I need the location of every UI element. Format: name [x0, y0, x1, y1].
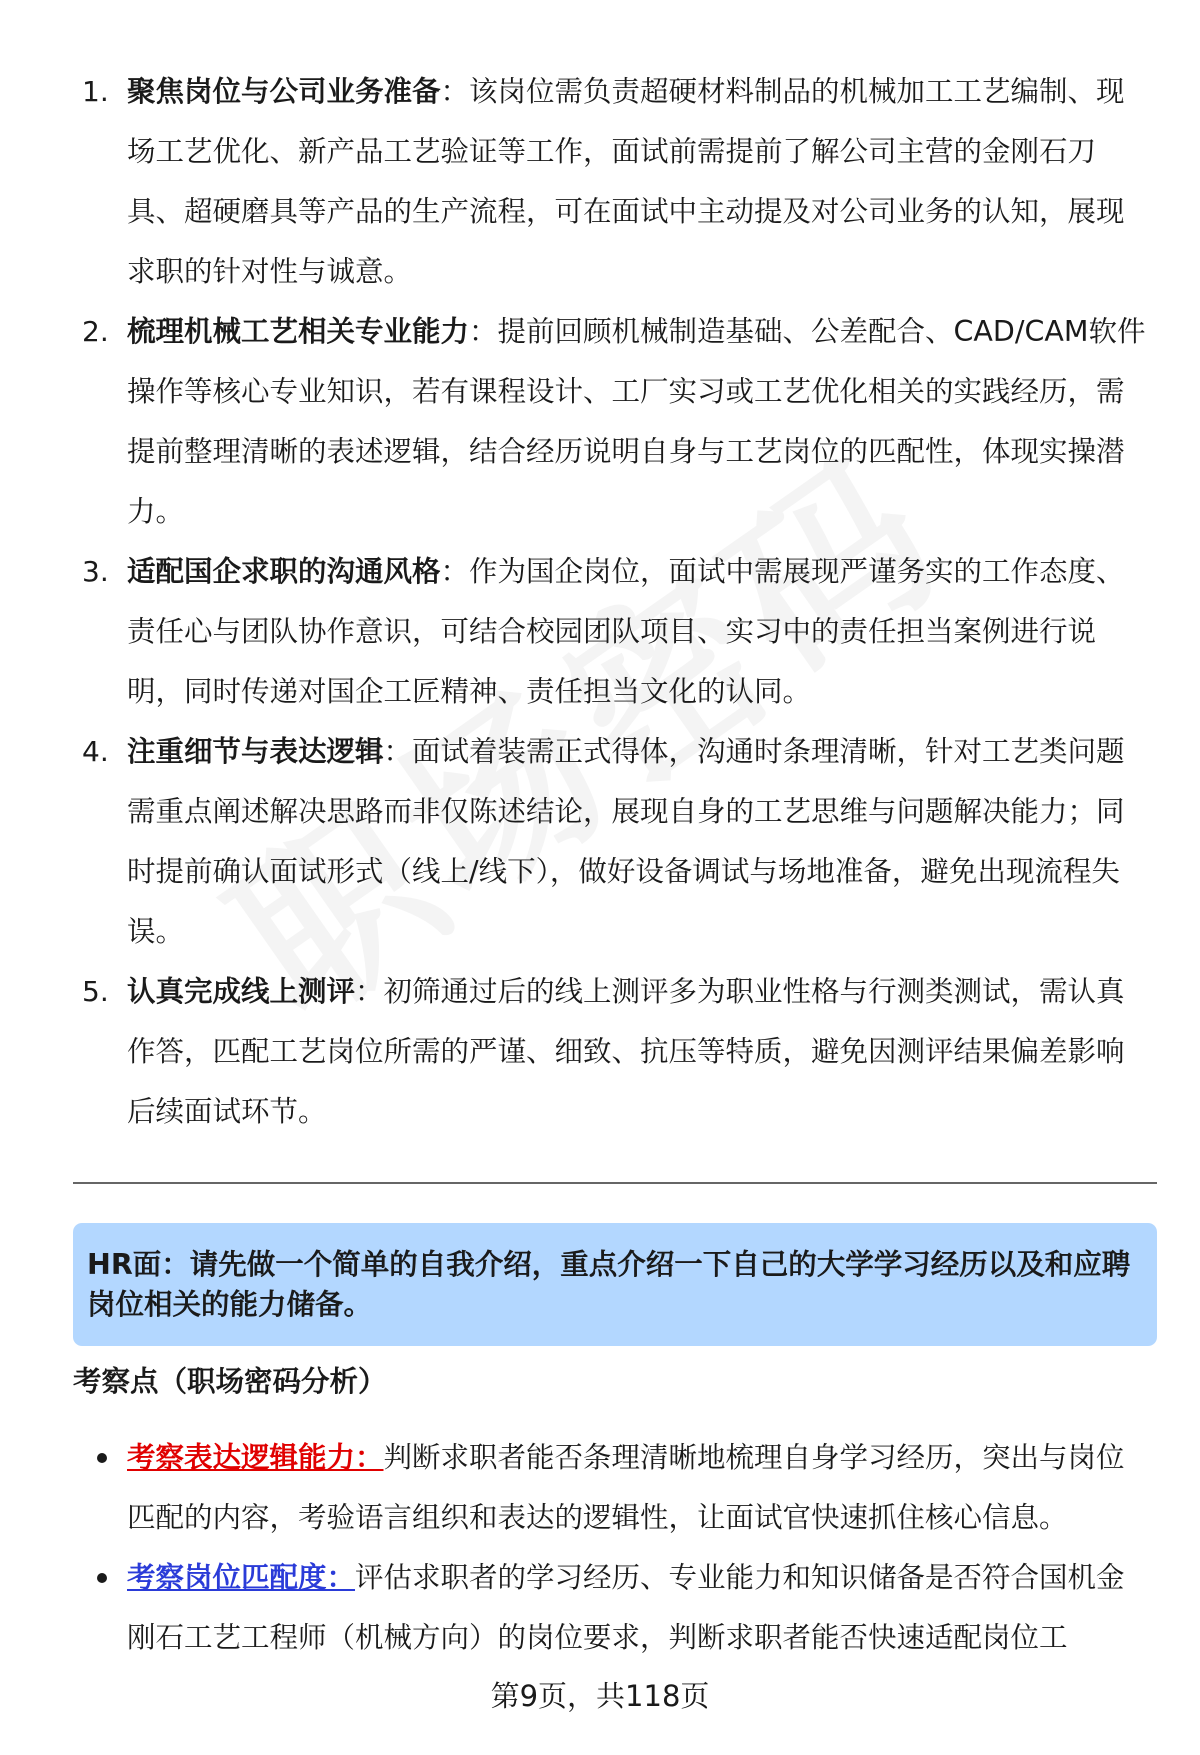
- tip-title: 聚焦岗位与公司业务准备: [127, 75, 441, 108]
- point-paragraph: [127, 1548, 1152, 1668]
- tip-item-4: [0, 722, 1200, 962]
- bullet-dot-icon: [97, 1453, 107, 1463]
- tip-item-3: [0, 542, 1200, 722]
- tip-item-1: [0, 62, 1200, 302]
- analysis-point-2: [0, 1548, 1200, 1668]
- analysis-heading: 考察点（职场密码分析）: [73, 1365, 387, 1398]
- point-paragraph: [127, 1428, 1152, 1548]
- tips-list: [0, 62, 1200, 1142]
- tip-item-2: [0, 302, 1200, 542]
- tip-paragraph: [127, 302, 1152, 542]
- tip-text: 该岗位需负责超硬材料制品的机械加工工艺编制、现场工艺优化、新产品工艺验证等工作，面试前需提前了解公司主营的金刚石刀具、超硬磨具等产品的生产流程，可在面试中主动提及对公司业务的认知，展现求职的针对性与诚意。: [127, 75, 1125, 288]
- tip-item-5: [0, 962, 1200, 1142]
- tip-number: 5.: [82, 975, 109, 1008]
- page-footer: 第9页，共118页: [490, 1679, 710, 1713]
- tip-number: 1.: [82, 75, 109, 108]
- tip-number: 2.: [82, 315, 109, 348]
- tip-colon: ：: [440, 75, 470, 108]
- tip-colon: ：: [355, 975, 384, 1008]
- tip-paragraph: [127, 962, 1152, 1142]
- tip-paragraph: [127, 722, 1152, 962]
- tip-text: 作为国企岗位，面试中需展现严谨务实的工作态度、责任心与团队协作意识，可结合校园团队项目、实习中的责任担当案例进行说明，同时传递对国企工匠精神、责任担当文化的认同。: [127, 555, 1125, 708]
- point-text: 判断求职者能否条理清晰地梳理自身学习经历，突出与岗位匹配的内容，考验语言组织和表达的逻辑性，让面试官快速抓住核心信息。: [127, 1441, 1125, 1534]
- tip-number: 4.: [82, 735, 109, 768]
- tip-text: 初筛通过后的线上测评多为职业性格与行测类测试，需认真作答，匹配工艺岗位所需的严谨、细致、抗压等特质，避免因测评结果偏差影响后续面试环节。: [127, 975, 1125, 1128]
- tip-title: 认真完成线上测评: [127, 975, 356, 1008]
- point-keyword: 考察岗位匹配度：: [127, 1561, 356, 1594]
- tip-colon: ：: [440, 555, 470, 588]
- tip-number: 3.: [82, 555, 109, 588]
- point-keyword: 考察表达逻辑能力：: [127, 1441, 384, 1474]
- analysis-points-list: [0, 1428, 1200, 1668]
- interview-question: HR面：请先做一个简单的自我介绍，重点介绍一下自己的大学学习经历以及和应聘岗位相关的能力储备。: [87, 1248, 1131, 1321]
- analysis-point-1: [0, 1428, 1200, 1548]
- tip-text: 提前回顾机械制造基础、公差配合、CAD/CAM软件操作等核心专业知识，若有课程设计、工厂实习或工艺优化相关的实践经历，需提前整理清晰的表述逻辑，结合经历说明自身与工艺岗位的匹配性，体现实操潜力。: [127, 315, 1146, 528]
- point-text: 评估求职者的学习经历、专业能力和知识储备是否符合国机金刚石工艺工程师（机械方向）的岗位要求，判断求职者能否快速适配岗位工: [127, 1561, 1125, 1654]
- bullet-dot-icon: [97, 1573, 107, 1583]
- tip-paragraph: [127, 542, 1152, 722]
- tip-title: 梳理机械工艺相关专业能力: [127, 315, 470, 348]
- interview-question-box: [73, 1223, 1157, 1346]
- tip-paragraph: [127, 62, 1152, 302]
- tip-title: 适配国企求职的沟通风格: [127, 555, 441, 588]
- tip-text: 面试着装需正式得体，沟通时条理清晰，针对工艺类问题需重点阐述解决思路而非仅陈述结论，展现自身的工艺思维与问题解决能力；同时提前确认面试形式（线上/线下），做好设备调试与场地准备，避免出现流程失误。: [127, 735, 1125, 948]
- tip-colon: ：: [383, 735, 413, 768]
- tip-title: 注重细节与表达逻辑: [127, 735, 384, 768]
- tip-colon: ：: [469, 315, 498, 348]
- section-divider: [73, 1182, 1157, 1184]
